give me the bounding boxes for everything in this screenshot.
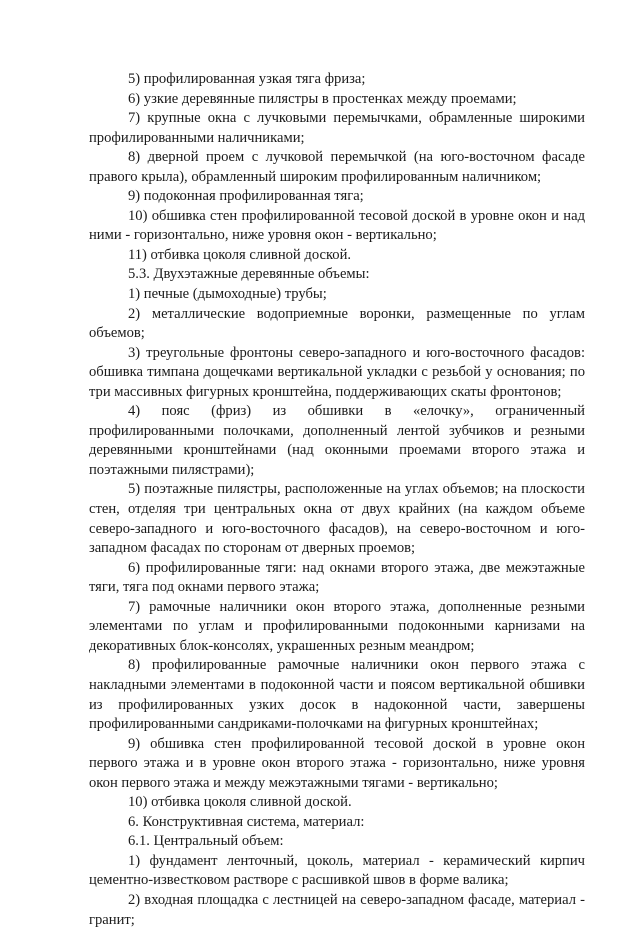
paragraph-item: 8) дверной проем с лучковой перемычкой (на юго-восточном фасаде правого крыла), обрамленный широким профилированным наличником; xyxy=(89,149,585,185)
paragraph-item: 1) фундамент ленточный, цоколь, материал - керамический кирпич цементно-известковом растворе с расшивкой швов в форме валика; xyxy=(89,852,585,889)
paragraph-item: 4) пояс (фриз) из обшивки в «елочку», ограниченный профилированными полочками, дополненный лентой зубчиков и резными деревянными кронштейнами (над оконными проемами второго этажа и поэтажными пилястрами); xyxy=(89,403,585,478)
document-page xyxy=(89,70,585,930)
section-heading: 6.1. Центральный объем: xyxy=(128,833,284,850)
paragraph-item: 8) профилированные рамочные наличники окон первого этажа с накладными элементами в подоконной части и поясом вертикальной обшивки из профилированных узких досок в надоконной части, завершены профилированными сандриками-полочками на фигурных кронштейнах; xyxy=(89,657,585,733)
paragraph-item: 9) обшивка стен профилированной тесовой доской в уровне окон первого этажа и в уровне окон второго этажа - горизонтально, ниже уровня окон первого этажа и между межэтажными тягами - вертикально; xyxy=(89,735,585,791)
paragraph-item: 10) обшивка стен профилированной тесовой доской в уровне окон и над ними - горизонтально, ниже уровня окон - вертикально; xyxy=(89,207,585,244)
paragraph-item: 2) металлические водоприемные воронки, размещенные по углам объемов; xyxy=(89,305,585,342)
paragraph-item: 5) поэтажные пилястры, расположенные на углах объемов; на плоскости стен, отделяя три центральных окна от двух крайних (на каждом объеме северо-западного и юго-восточного фасадов), на северо-восточном и юго-западном фасадах по сторонам от дверных проемов; xyxy=(89,481,585,557)
paragraph-item: 6) узкие деревянные пилястры в простенках между проемами; xyxy=(128,90,517,107)
paragraph-item: 10) отбивка цоколя сливной доской. xyxy=(128,794,352,811)
paragraph-item: 6) профилированные тяги: над окнами второго этажа, две межэтажные тяги, тяга под окнами первого этажа; xyxy=(89,559,585,596)
paragraph-item: 2) входная площадка с лестницей на северо-западном фасаде, материал - гранит; xyxy=(89,891,585,928)
section-heading: 5.3. Двухэтажные деревянные объемы: xyxy=(128,266,370,283)
paragraph-item: 1) печные (дымоходные) трубы; xyxy=(128,286,327,303)
section-heading: 6. Конструктивная система, материал: xyxy=(128,813,365,830)
paragraph-item: 11) отбивка цоколя сливной доской. xyxy=(128,246,352,263)
paragraph-item: 7) крупные окна с лучковыми перемычками, обрамленные широкими профилированными наличниками; xyxy=(89,110,585,146)
paragraph-item: 3) треугольные фронтоны северо-западного и юго-восточного фасадов: обшивка тимпана дощечками вертикальной укладки с резьбой у основания; по три массивных фигурных кронштейна, поддерживающих скаты фронтонов; xyxy=(89,344,585,400)
paragraph-item: 9) подоконная профилированная тяга; xyxy=(128,188,364,205)
paragraph-item: 5) профилированная узкая тяга фриза; xyxy=(128,71,366,87)
paragraph-item: 7) рамочные наличники окон второго этажа, дополненные резными элементами по углам и профилированными подоконными карнизами на декоративных блок-консолях, украшенных резным меандром; xyxy=(89,598,585,654)
